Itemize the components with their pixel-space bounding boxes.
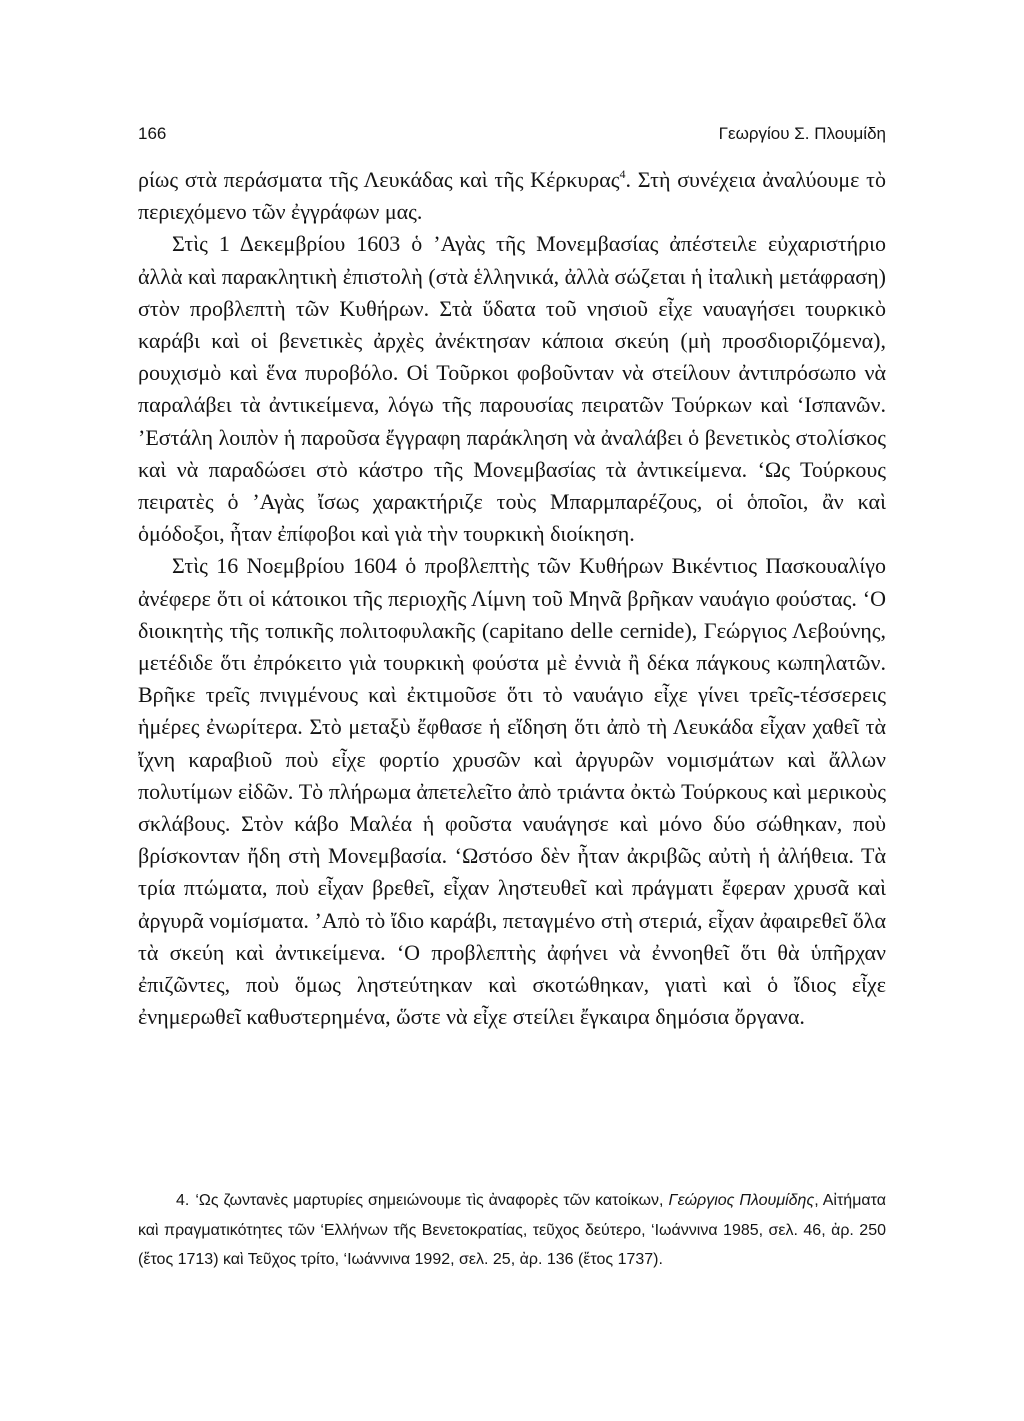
- paragraph-2: Στὶς 1 Δεκεμβρίου 1603 ὁ ’Αγὰς τῆς Μονεμβασίας ἀπέστειλε εὐχαριστήριο ἀλλὰ καὶ παρακλητικὴ ἐπιστολὴ (στὰ ἑλληνικά, ἀλλὰ σώζεται ἡ ἰταλικὴ μετάφραση) στὸν προβλεπτὴ τῶν Κυθήρων. Στὰ ὕδατα τοῦ νησιοῦ εἶχε ναυαγήσει τουρκικὸ καράβι καὶ οἱ βενετικὲς ἀρχὲς ἀνέκτησαν κάποια σκεύη (μὴ προσδιοριζόμενα), ρουχισμὸ καὶ ἕνα πυροβόλο. Οἱ Τοῦρκοι φοβοῦνταν νὰ στείλουν ἀντιπρόσωπο νὰ παραλάβει τὰ ἀντικείμενα, λόγω τῆς παρουσίας πειρατῶν Τούρκων καὶ ‘Ισπανῶν. ’Εστάλη λοιπὸν ἡ παροῦσα ἔγγραφη παράκληση νὰ ἀναλάβει ὁ βενετικὸς στολίσκος καὶ νὰ παραδώσει στὸ κάστρο τῆς Μονεμβασίας τὰ ἀντικείμενα. ‘Ως Τούρκους πειρατὲς ὁ ’Αγὰς ἴσως χαρακτήριζε τοὺς Μπαρμπαρέζους, οἱ ὁποῖοι, ἂν καὶ ὁμόδοξοι, ἦταν ἐπίφοβοι καὶ γιὰ τὴν τουρκικὴ διοίκηση.: [138, 231, 886, 547]
- footnote-text-start: ‘Ως ζωντανὲς μαρτυρίες σημειώνουμε τὶς ἀναφορὲς τῶν κατοίκων,: [195, 1192, 669, 1209]
- footnote-number: 4.: [176, 1192, 190, 1209]
- footnote-reference-4[interactable]: 4: [619, 167, 626, 181]
- running-head-author: Γεωργίου Σ. Πλουμίδη: [718, 124, 886, 143]
- paragraph-1-text-start: ρίως στὰ περάσματα τῆς Λευκάδας καὶ τῆς Κέρκυρας: [138, 167, 620, 192]
- footnote-4: [138, 1186, 886, 1275]
- running-head: [138, 120, 886, 148]
- footnote-author-italic: Γεώργιος Πλουμίδης: [668, 1192, 815, 1209]
- paragraph-1-text-end: . Στὴ συνέχεια ἀναλύουμε τὸ περιεχόμενο τῶν ἐγγράφων μας.: [138, 167, 886, 225]
- main-text: [138, 164, 886, 1033]
- paragraph-3: Στὶς 16 Νοεμβρίου 1604 ὁ προβλεπτὴς τῶν Κυθήρων Βικέντιος Πασκουαλίγο ἀνέφερε ὅτι οἱ κάτοικοι τῆς περιοχῆς Λίμνη τοῦ Μηνᾶ βρῆκαν ναυάγιο φούστας. ‘Ο διοικητὴς τῆς τοπικῆς πολιτοφυλακῆς (capitano delle cernide), Γεώργιος Λεβούνης, μετέδιδε ὅτι ἐπρόκειτο γιὰ τουρκικὴ φούστα μὲ ἐννιὰ ἢ δέκα πάγκους κωπηλατῶν. Βρῆκε τρεῖς πνιγμένους καὶ ἐκτιμοῦσε ὅτι τὸ ναυάγιο εἶχε γίνει τρεῖς-τέσσερεις ἡμέρες ἐνωρίτερα. Στὸ μεταξὺ ἔφθασε ἡ εἴδηση ὅτι ἀπὸ τὴ Λευκάδα εἶχαν χαθεῖ τὰ ἴχνη καραβιοῦ ποὺ εἶχε φορτίο χρυσῶν καὶ ἀργυρῶν νομισμάτων καὶ ἄλλων πολυτίμων εἰδῶν. Τὸ πλήρωμα ἀπετελεῖτο ἀπὸ τριάντα ὀκτὼ Τούρκους καὶ μερικοὺς σκλάβους. Στὸν κάβο Μαλέα ἡ φοῦστα ναυάγησε καὶ μόνο δύο σώθηκαν, ποὺ βρίσκονταν ἤδη στὴ Μονεμβασία. ‘Ωστόσο δὲν ἦταν ἀκριβῶς αὐτὴ ἡ ἀλήθεια. Τὰ τρία πτώματα, ποὺ εἶχαν βρεθεῖ, εἶχαν ληστευθεῖ καὶ πράγματι ἔφεραν χρυσᾶ καὶ ἀργυρᾶ νομίσματα. ’Απὸ τὸ ἴδιο καράβι, πεταγμένο στὴ στεριά, εἶχαν ἀφαιρεθεῖ ὅλα τὰ σκεύη καὶ ἀντικείμενα. ‘Ο προβλεπτὴς ἀφήνει νὰ ἐννοηθεῖ ὅτι θὰ ὑπῆρχαν ἐπιζῶντες, ποὺ ὅμως ληστεύτηκαν καὶ σκοτώθηκαν, γιατὶ καὶ ὁ ἴδιος εἶχε ἐνημερωθεῖ καθυστερημένα, ὥστε νὰ εἶχε στείλει ἔγκαιρα δημόσια ὄργανα.: [138, 553, 886, 1030]
- paragraph-1: [138, 164, 886, 228]
- footnotes: [138, 1186, 886, 1275]
- footnote-text-end: , Αἰτήματα καὶ πραγματικότητες τῶν ‘Ελλήνων τῆς Βενετοκρατίας, τεῦχος δεύτερο, ‘Ιωάννινα 1985, σελ. 46, ἀρ. 250 (ἔτος 1713) καὶ Τεῦχος τρίτο, ‘Ιωάννινα 1992, σελ. 25, ἀρ. 136 (ἔτος 1737).: [138, 1192, 887, 1268]
- page-number: 166: [138, 124, 167, 143]
